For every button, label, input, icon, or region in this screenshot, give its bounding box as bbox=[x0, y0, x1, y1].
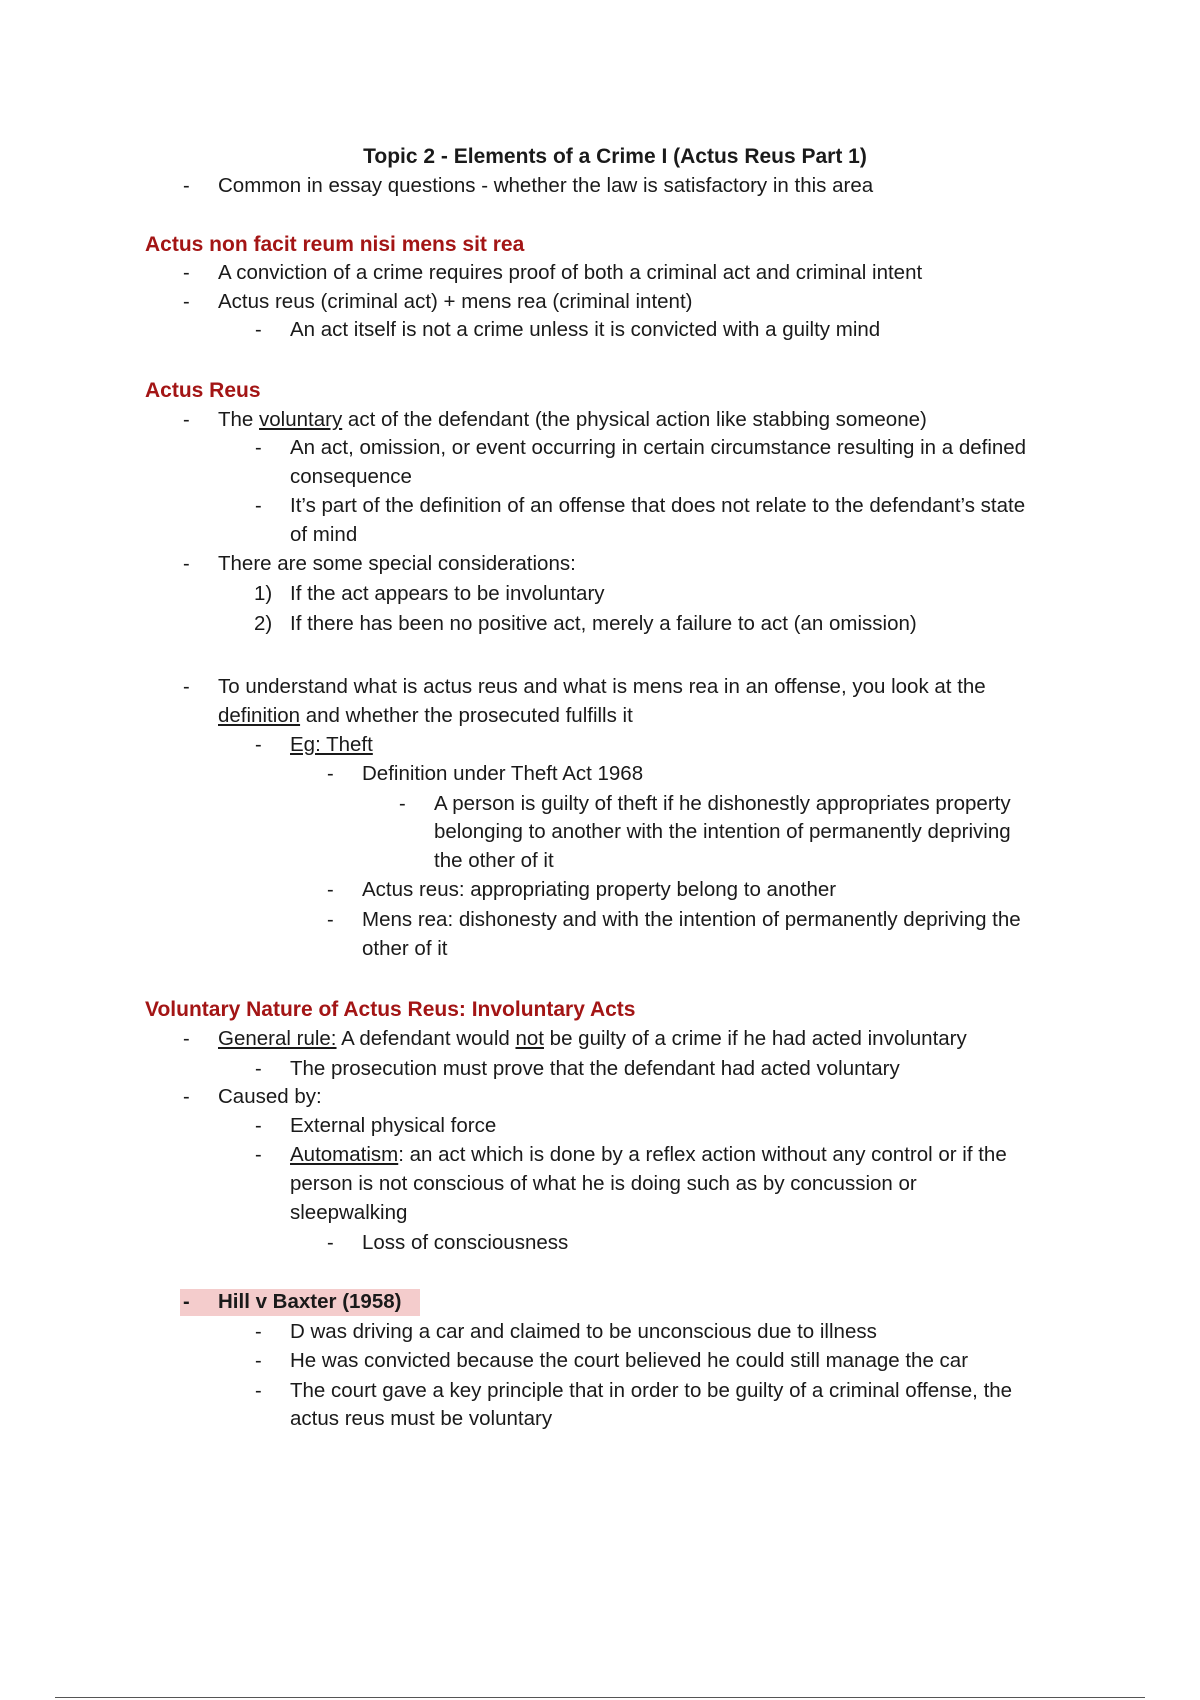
list-item: Actus reus: appropriating property belong to another bbox=[362, 878, 837, 901]
list-item: External physical force bbox=[290, 1114, 497, 1137]
list-item-continuation: other of it bbox=[362, 937, 448, 960]
list-item-continuation: sleepwalking bbox=[290, 1201, 408, 1224]
underlined-text: not bbox=[515, 1027, 544, 1050]
bullet-dash: - bbox=[255, 1380, 262, 1402]
bullet-dash: - bbox=[255, 319, 262, 341]
bullet-dash: - bbox=[399, 793, 406, 815]
bullet-dash: - bbox=[255, 1350, 262, 1372]
bullet-dash: - bbox=[255, 1115, 262, 1137]
case-name: Hill v Baxter (1958) bbox=[218, 1290, 402, 1313]
text-run: The bbox=[218, 408, 260, 431]
numbered-item: If there has been no positive act, merely a failure to act (an omission) bbox=[290, 612, 917, 635]
bullet-dash: - bbox=[183, 1291, 190, 1313]
list-item: A person is guilty of theft if he dishonestly appropriates property bbox=[434, 792, 1011, 815]
bullet-dash: - bbox=[255, 1321, 262, 1343]
example-label: Eg: Theft bbox=[290, 733, 373, 756]
list-item-continuation: actus reus must be voluntary bbox=[290, 1407, 553, 1430]
bullet-dash: - bbox=[183, 1086, 190, 1108]
text-run: act of the defendant (the physical action like stabbing someone) bbox=[342, 408, 927, 431]
intro-text: Common in essay questions - whether the law is satisfactory in this area bbox=[218, 174, 874, 197]
bullet-dash: - bbox=[183, 175, 190, 197]
list-item: The court gave a key principle that in order to be guilty of a criminal offense, the bbox=[290, 1379, 1013, 1402]
text-run: and whether the prosecuted fulfills it bbox=[300, 704, 633, 727]
text-run: be guilty of a crime if he had acted involuntary bbox=[543, 1027, 967, 1050]
numbered-item: If the act appears to be involuntary bbox=[290, 582, 605, 605]
list-item: He was convicted because the court believed he could still manage the car bbox=[290, 1349, 969, 1372]
bullet-dash: - bbox=[183, 262, 190, 284]
list-item: A conviction of a crime requires proof of both a criminal act and criminal intent bbox=[218, 261, 923, 284]
text-run: A defendant would bbox=[336, 1027, 516, 1050]
bullet-dash: - bbox=[327, 879, 334, 901]
list-item: The prosecution must prove that the defendant had acted voluntary bbox=[290, 1057, 900, 1080]
list-item: An act, omission, or event occurring in certain circumstance resulting in a defined bbox=[290, 436, 1027, 459]
underlined-text: voluntary bbox=[259, 408, 343, 431]
list-item bbox=[290, 1141, 1007, 1169]
bullet-dash: - bbox=[255, 495, 262, 517]
list-item: D was driving a car and claimed to be unconscious due to illness bbox=[290, 1320, 877, 1343]
bullet-dash: - bbox=[183, 291, 190, 313]
bullet-dash: - bbox=[327, 1232, 334, 1254]
bullet-dash: - bbox=[183, 676, 190, 698]
underlined-text: General rule: bbox=[218, 1027, 337, 1050]
list-item: There are some special considerations: bbox=[218, 552, 576, 575]
underlined-text: Automatism bbox=[290, 1143, 399, 1166]
list-item-continuation: person is not conscious of what he is doing such as by concussion or bbox=[290, 1172, 917, 1195]
list-number: 2) bbox=[254, 612, 273, 635]
list-item: Mens rea: dishonesty and with the intention of permanently depriving the bbox=[362, 908, 1021, 931]
list-item bbox=[218, 406, 927, 434]
page-title: Topic 2 - Elements of a Crime I (Actus Reus Part 1) bbox=[363, 145, 867, 168]
list-item: Loss of consciousness bbox=[362, 1231, 569, 1254]
list-item: It’s part of the definition of an offense that does not relate to the defendant’s state bbox=[290, 494, 1026, 517]
bullet-dash: - bbox=[183, 409, 190, 431]
bottom-divider bbox=[55, 1697, 1145, 1698]
list-item: An act itself is not a crime unless it is convicted with a guilty mind bbox=[290, 318, 881, 341]
list-item: Definition under Theft Act 1968 bbox=[362, 762, 644, 785]
section-heading-actus-reus: Actus Reus bbox=[145, 379, 261, 402]
bullet-dash: - bbox=[255, 1144, 262, 1166]
list-item-continuation: consequence bbox=[290, 465, 412, 488]
list-item-continuation: belonging to another with the intention of permanently depriving bbox=[434, 820, 1011, 843]
list-item-continuation: the other of it bbox=[434, 849, 554, 872]
text-run: : an act which is done by a reflex action without any control or if the bbox=[398, 1143, 1007, 1166]
section-heading-actus-non-facit: Actus non facit reum nisi mens sit rea bbox=[145, 233, 525, 256]
underlined-text: definition bbox=[218, 704, 301, 727]
list-item: Actus reus (criminal act) + mens rea (criminal intent) bbox=[218, 290, 693, 313]
list-item: Caused by: bbox=[218, 1085, 322, 1108]
list-number: 1) bbox=[254, 582, 273, 605]
bullet-dash: - bbox=[183, 553, 190, 575]
list-item bbox=[218, 1025, 967, 1053]
list-item-continuation: of mind bbox=[290, 523, 358, 546]
section-heading-voluntary-nature: Voluntary Nature of Actus Reus: Involuntary Acts bbox=[145, 998, 636, 1021]
list-item: To understand what is actus reus and what is mens rea in an offense, you look at the bbox=[218, 675, 986, 698]
bullet-dash: - bbox=[255, 437, 262, 459]
bullet-dash: - bbox=[255, 1058, 262, 1080]
bullet-dash: - bbox=[327, 763, 334, 785]
list-item-continuation bbox=[218, 702, 633, 730]
bullet-dash: - bbox=[183, 1028, 190, 1050]
bullet-dash: - bbox=[255, 734, 262, 756]
bullet-dash: - bbox=[327, 909, 334, 931]
